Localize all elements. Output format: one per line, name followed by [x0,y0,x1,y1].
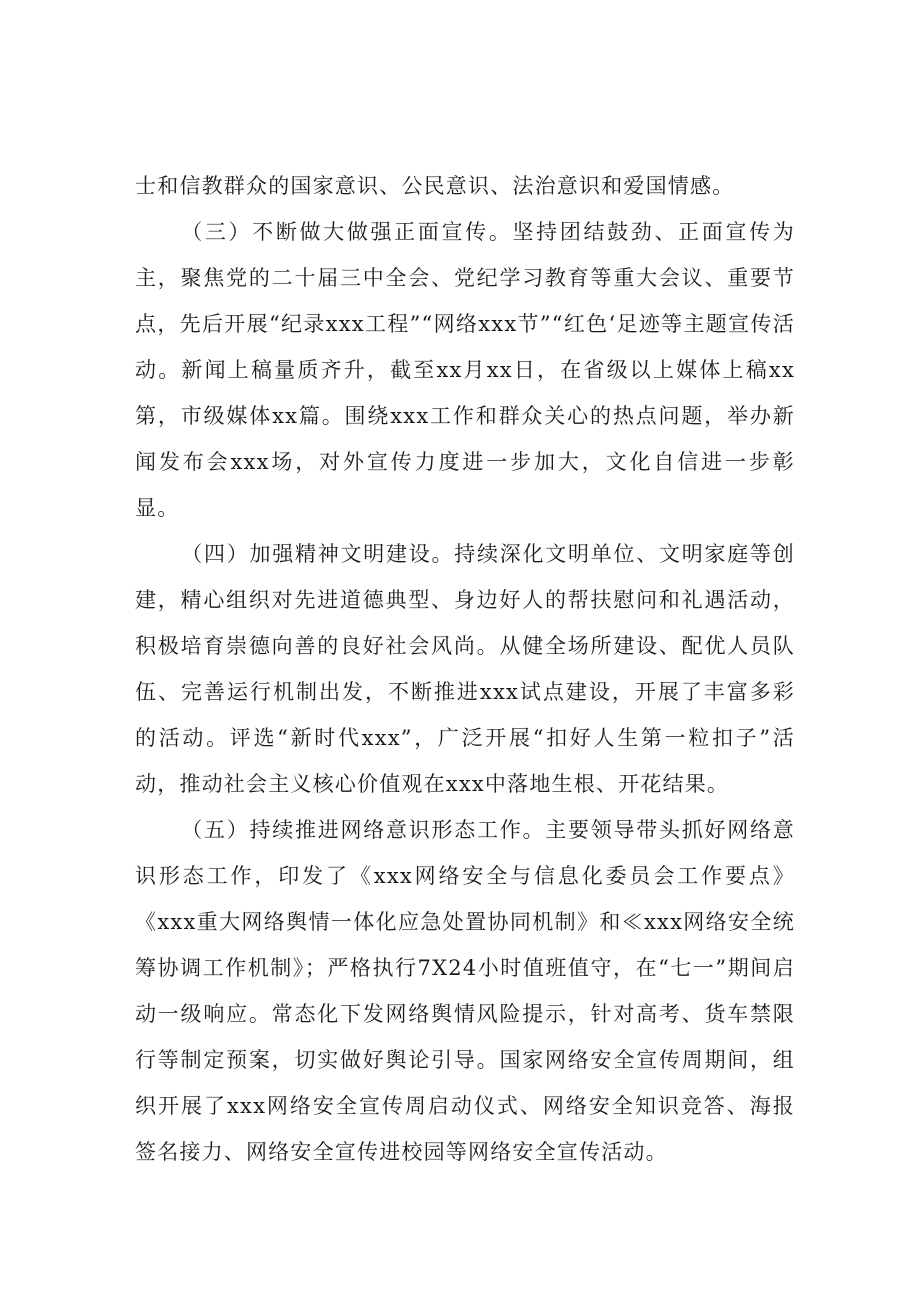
document-body [135,163,795,1175]
paragraph-section-3: （三）不断做大做强正面宣传。坚持团结鼓劲、正面宣传为主，聚焦党的二十届三中全会、党纪学习教育等重大会议、重要节点，先后开展“纪录xxx工程”“网络xxx节”“红色‘足迹等主题宣传活动。新闻上稿量质齐升，截至xx月xx日，在省级以上媒体上稿xx第，市级媒体xx篇。围绕xxx工作和群众关心的热点问题，举办新闻发布会xxx场，对外宣传力度进一步加大，文化自信进一步彰显。 [135,220,795,520]
paragraph-continued: 士和信教群众的国家意识、公民意识、法治意识和爱国情感。 [135,174,735,198]
paragraph-section-5: （五）持续推进网络意识形态工作。主要领导带头抓好网络意识形态工作，印发了《xxx网络安全与信息化委员会工作要点》《xxx重大网络舆情一体化应急处置协同机制》和≪xxx网络安全统筹协调工作机制》；严格执行7X24小时值班值守，在“七一”期间启动一级响应。常态化下发网络舆情风险提示，针对高考、货车禁限行等制定预案，切实做好舆论引导。国家网络安全宣传周期间，组织开展了xxx网络安全宣传周启动仪式、网络安全知识竞答、海报签名接力、网络安全宣传进校园等网络安全宣传活动。 [135,818,795,1164]
paragraph-section-4: （四）加强精神文明建设。持续深化文明单位、文明家庭等创建，精心组织对先进道德典型、身边好人的帮扶慰问和礼遇活动，积极培育崇德向善的良好社会风尚。从健全场所建设、配优人员队伍、完善运行机制出发，不断推进xxx试点建设，开展了丰富多彩的活动。评选“新时代xxx”，广泛开展“扣好人生第一粒扣子”活动，推动社会主义核心价值观在xxx中落地生根、开花结果。 [135,542,795,796]
